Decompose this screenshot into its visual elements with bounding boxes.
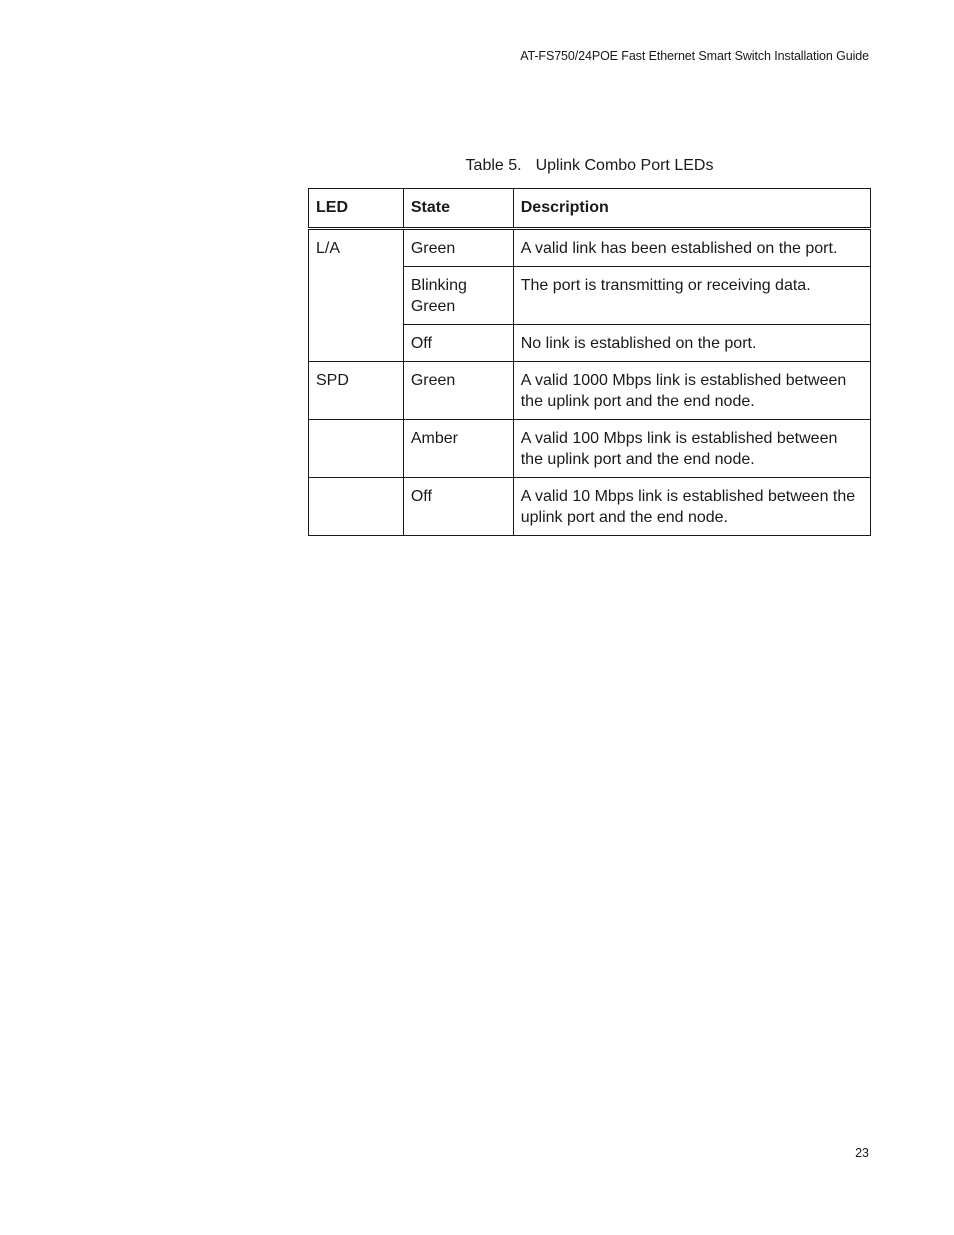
description-cell: A valid 10 Mbps link is established between the uplink port and the end node.	[513, 478, 870, 536]
led-table	[308, 188, 871, 536]
running-header: AT-FS750/24POE Fast Ethernet Smart Switch Installation Guide	[520, 49, 869, 63]
led-cell	[309, 478, 404, 536]
description-cell: A valid 100 Mbps link is established between the uplink port and the end node.	[513, 420, 870, 478]
column-header-state: State	[403, 189, 513, 229]
state-cell: Green	[403, 362, 513, 420]
page-number: 23	[855, 1146, 869, 1160]
table-caption-label: Table 5.	[465, 157, 522, 174]
table-caption-title: Uplink Combo Port LEDs	[535, 157, 714, 174]
table-caption	[308, 157, 871, 175]
table-header-row	[309, 189, 871, 229]
led-cell: SPD	[309, 362, 404, 420]
state-cell: Off	[403, 478, 513, 536]
column-header-description: Description	[513, 189, 870, 229]
state-cell: Green	[403, 229, 513, 267]
description-cell: No link is established on the port.	[513, 325, 870, 362]
table-row	[309, 478, 871, 536]
description-cell: The port is transmitting or receiving data.	[513, 267, 870, 325]
led-cell: L/A	[309, 229, 404, 362]
column-header-led: LED	[309, 189, 404, 229]
description-cell: A valid link has been established on the port.	[513, 229, 870, 267]
state-cell: Off	[403, 325, 513, 362]
description-cell: A valid 1000 Mbps link is established between the uplink port and the end node.	[513, 362, 870, 420]
state-cell: Amber	[403, 420, 513, 478]
table-row	[309, 420, 871, 478]
state-cell: Blinking Green	[403, 267, 513, 325]
table-row	[309, 229, 871, 267]
led-cell	[309, 420, 404, 478]
table-row	[309, 362, 871, 420]
